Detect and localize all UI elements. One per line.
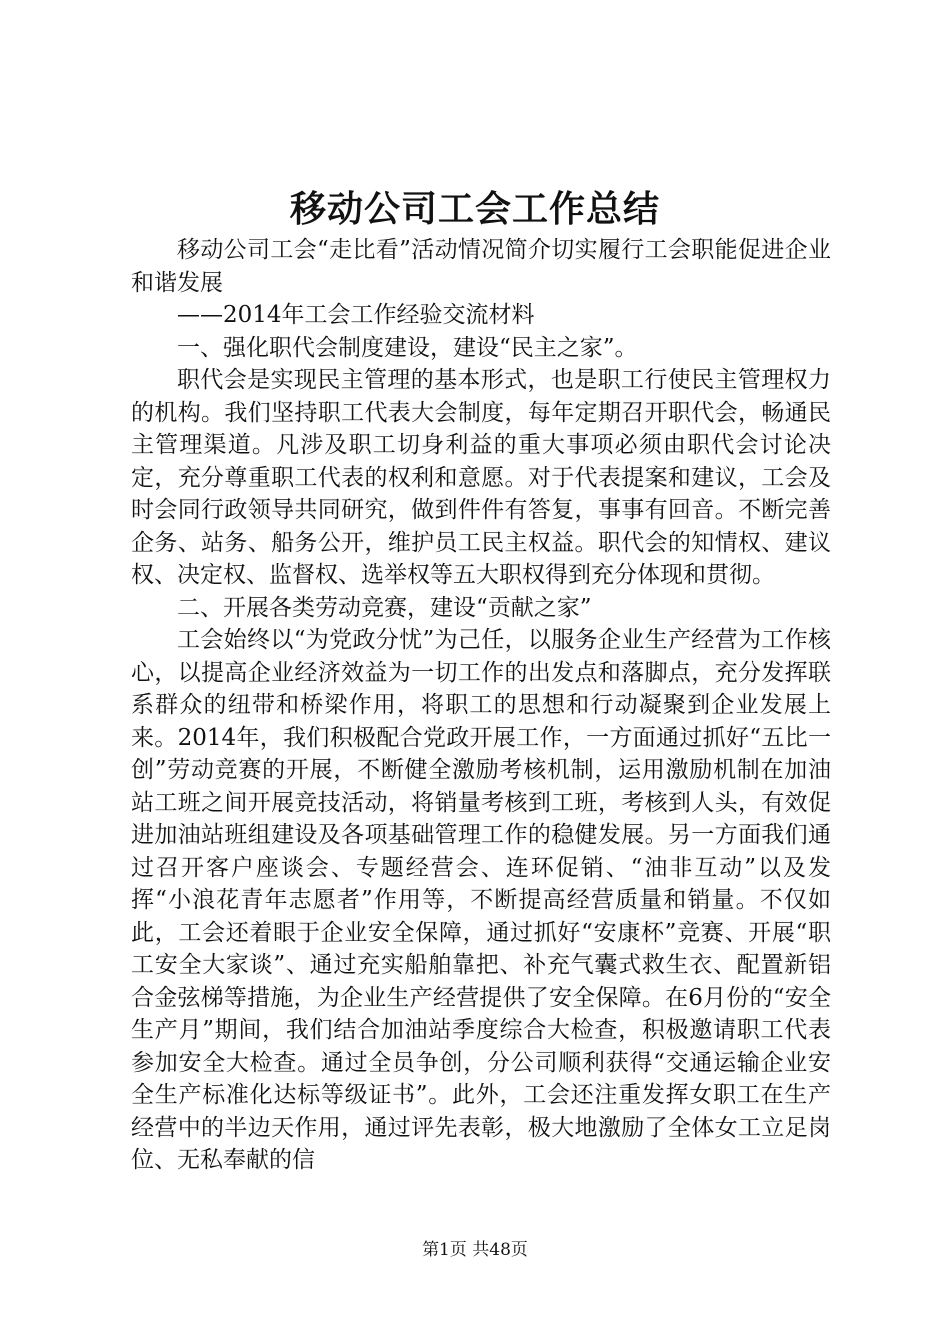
document-body — [131, 234, 831, 1177]
section-heading-2: 二、开展各类劳动竞赛，建设“贡献之家” — [177, 594, 592, 621]
paragraph-section-2: 工会始终以“为党政分忧”为己任，以服务企业生产经营为工作核心，以提高企业经济效益为一切工作的出发点和落脚点，充分发挥联系群众的纽带和桥梁作用，将职工的思想和行动凝聚到企业发展上来。2014年，我们积极配合党政开展工作，一方面通过抓好“五比一创”劳动竞赛的开展，不断健全激励考核机制，运用激励机制在加油站工班之间开展竞技活动，将销量考核到工班，考核到人头，有效促进加油站班组建设及各项基础管理工作的稳健发展。另一方面我们通过召开客户座谈会、专题经营会、连环促销、“油非互动”以及发挥“小浪花青年志愿者”作用等，不断提高经营质量和销量。不仅如此，工会还着眼于企业安全保障，通过抓好“安康杯”竞赛、开展“职工安全大家谈”、通过充实船舶靠把、补充气囊式救生衣、配置新铝合金弦梯等措施，为企业生产经营提供了安全保障。在6月份的“安全生产月”期间，我们结合加油站季度综合大检查，积极邀请职工代表参加安全大检查。通过全员争创，分公司顺利获得“交通运输企业安全生产标准化达标等级证书”。此外，工会还注重发挥女职工在生产经营中的半边天作用，通过评先表彰，极大地激励了全体女工立足岗位、无私奉献的信 — [131, 627, 831, 1173]
section-heading-1: 一、强化职代会制度建设，建设“民主之家”。 — [177, 334, 638, 361]
paragraph-subtitle: ——2014年工会工作经验交流材料 — [177, 302, 535, 328]
paragraph-intro: 移动公司工会“走比看”活动情况简介切实履行工会职能促进企业和谐发展 — [131, 237, 831, 296]
paragraph-section-1: 职代会是实现民主管理的基本形式，也是职工行使民主管理权力的机构。我们坚持职工代表大会制度，每年定期召开职代会，畅通民主管理渠道。凡涉及职工切身利益的重大事项必须由职代会讨论决定，充分尊重职工代表的权利和意愿。对于代表提案和建议，工会及时会同行政领导共同研究，做到件件有答复，事事有回音。不断完善企务、站务、船务公开，维护员工民主权益。职代会的知情权、建议权、决定权、监督权、选举权等五大职权得到充分体现和贯彻。 — [131, 367, 831, 588]
document-title: 移动公司工会工作总结 — [289, 188, 660, 230]
page-number-footer: 第1页 共48页 — [422, 1240, 528, 1260]
